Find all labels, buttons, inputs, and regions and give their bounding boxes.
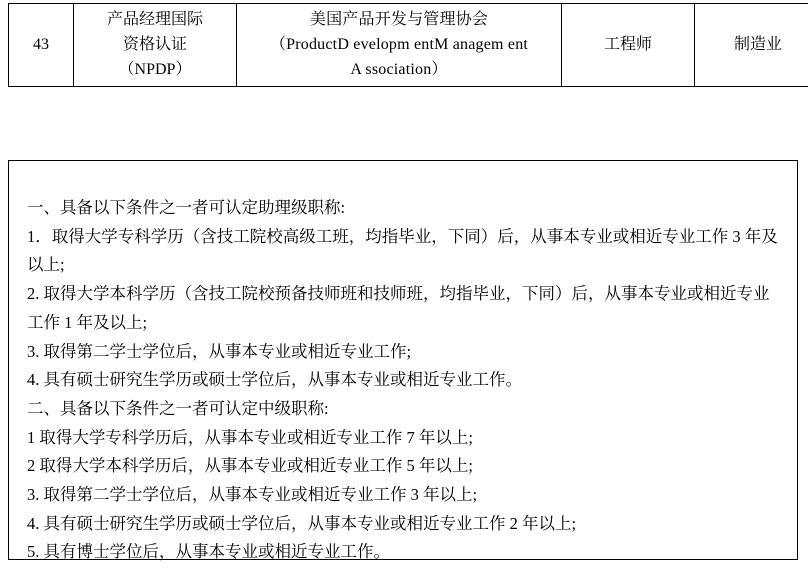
note-paragraph: 3. 取得第二学士学位后，从事本专业或相近专业工作 3 年以上; [27, 481, 783, 510]
certificate-name-lines [76, 8, 234, 82]
organization-line-3: A ssociation） [239, 58, 559, 83]
organization-lines [239, 8, 559, 82]
cell-issuing-organization [237, 4, 562, 87]
certification-table-wrapper [8, 3, 800, 87]
note-paragraph: 4. 具有硕士研究生学历或硕士学位后，从事本专业或相近专业工作 2 年以上; [27, 510, 783, 539]
organization-line-2: （ProductD evelopm entM anagem ent [239, 33, 559, 58]
certification-table [8, 3, 808, 87]
certificate-name-line-3: （NPDP） [76, 58, 234, 83]
cell-industry: 制造业 [695, 4, 808, 87]
note-paragraph: 2 取得大学本科学历后，从事本专业或相近专业工作 5 年以上; [27, 452, 783, 481]
cell-job-title: 工程师 [562, 4, 695, 87]
certificate-name-line-2: 资格认证 [76, 33, 234, 58]
note-paragraph: 3. 取得第二学士学位后，从事本专业或相近专业工作; [27, 338, 783, 367]
note-paragraph: 5. 具有博士学位后，从事本专业或相近专业工作。 [27, 538, 783, 567]
note-paragraph: 二、具备以下条件之一者可认定中级职称: [27, 395, 783, 424]
note-paragraph: 1．取得大学专科学历（含技工院校高级工班，均指毕业，下同）后，从事本专业或相近专业工作 3 年及以上; [27, 223, 783, 280]
conditions-notes-box [8, 160, 798, 560]
table-row [9, 4, 808, 87]
note-paragraph: 2. 取得大学本科学历（含技工院校预备技师班和技师班，均指毕业，下同）后，从事本专业或相近专业工作 1 年及以上; [27, 280, 783, 337]
cell-certificate-name [74, 4, 237, 87]
cell-serial-number: 43 [9, 4, 74, 87]
note-paragraph: 4. 具有硕士研究生学历或硕士学位后，从事本专业或相近专业工作。 [27, 366, 783, 395]
note-paragraph: 1 取得大学专科学历后，从事本专业或相近专业工作 7 年以上; [27, 424, 783, 453]
conditions-notes-content [9, 161, 797, 577]
organization-line-1: 美国产品开发与管理协会 [239, 8, 559, 33]
certificate-name-line-1: 产品经理国际 [76, 8, 234, 33]
note-paragraph: 一、具备以下条件之一者可认定助理级职称: [27, 194, 783, 223]
table-body [9, 4, 808, 87]
